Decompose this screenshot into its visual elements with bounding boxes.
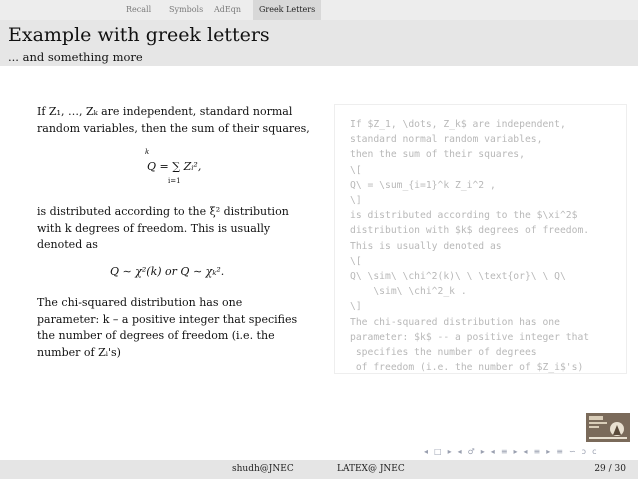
latex-source-code: If $Z_1, \dots, Z_k$ are independent, standard normal random variables, then the sum of their squares, \[ Q\ = \sum_{i=1}^k Z_i^2 , \] is distributed according to the $\xi^2$ distribution with $k$ degrees of freedom. This is usually denoted as \[ Q\ \sim\ \chi^2(k)\ \ \text{or}\ \ Q\ \sim\ \chi^2_k . \] The chi-squared distribution has one parameter: $k$ -- a positive integer that specifies the number of degrees of freedom (i.e. the number of $Z_i$'s) xyxy=(350,119,590,374)
paragraph-2-line-3: denoted as xyxy=(37,238,98,251)
section-icon[interactable]: ≡ xyxy=(500,447,508,456)
next-section-icon[interactable]: ▸ xyxy=(513,447,518,456)
footer-author: shudh@JNEC xyxy=(232,464,294,474)
institution-logo xyxy=(586,413,630,442)
equation-1-upper-limit: k xyxy=(145,148,150,156)
document-icon[interactable]: ≡ xyxy=(533,447,541,456)
paragraph-3-line-2: parameter: k – a positive integer that specifies xyxy=(37,312,298,326)
paragraph-3-line-3: the number of degrees of freedom (i.e. the xyxy=(37,329,275,342)
forward-icon[interactable]: ᴄ xyxy=(592,447,597,456)
slide-footer xyxy=(0,460,638,479)
next-subsection-icon[interactable]: ▸ xyxy=(480,447,485,456)
footer-page-number: 29 / 30 xyxy=(594,464,626,474)
paragraph-3-line-4: number of Zᵢ's) xyxy=(37,345,121,359)
nav-tab-adeqn[interactable]: AdEqn xyxy=(214,5,242,14)
nav-tab-greek-letters[interactable]: Greek Letters xyxy=(253,0,321,20)
slide-subtitle: ... and something more xyxy=(8,50,143,64)
next-frame-icon[interactable]: ▸ xyxy=(447,447,452,456)
rendered-content-column xyxy=(37,104,317,137)
nav-tab-symbols[interactable]: Symbols xyxy=(169,5,204,14)
prev-document-icon[interactable]: ◂ xyxy=(523,447,528,456)
prev-subsection-icon[interactable]: ◂ xyxy=(457,447,462,456)
next-document-icon[interactable]: ▸ xyxy=(546,447,551,456)
equation-1-lower-limit: i=1 xyxy=(168,177,181,185)
prev-frame-icon[interactable]: ◂ xyxy=(424,447,429,456)
section-navigation-bar xyxy=(0,0,638,20)
footer-institute: LATEX@ JNEC xyxy=(337,464,405,474)
prev-section-icon[interactable]: ◂ xyxy=(490,447,495,456)
frame-icon[interactable]: □ xyxy=(434,447,442,456)
paragraph-2 xyxy=(37,204,317,254)
logo-icon xyxy=(586,413,630,442)
paragraph-3-line-1: The chi-squared distribution has one xyxy=(37,296,243,309)
paragraph-1-line-1: If Z₁, …, Zₖ are independent, standard normal xyxy=(37,105,293,118)
subsection-icon[interactable]: ♂ xyxy=(467,447,475,456)
beamer-navigation-symbols xyxy=(424,447,602,459)
equation-1: Q = ∑ Zᵢ², xyxy=(147,160,202,173)
paragraph-1-line-2: random variables, then the sum of their squares, xyxy=(37,121,310,135)
paragraph-3 xyxy=(37,295,317,361)
paragraph-2-line-2: with k degrees of freedom. This is usually xyxy=(37,221,271,235)
paragraph-2-line-1: is distributed according to the ξ² distribution xyxy=(37,205,289,218)
frame-title-block xyxy=(0,20,638,66)
slide-title: Example with greek letters xyxy=(8,24,270,46)
equation-2: Q ∼ χ²(k) or Q ∼ χₖ². xyxy=(110,265,225,278)
search-icon[interactable]: ∽ xyxy=(568,447,576,456)
back-icon[interactable]: ᴐ xyxy=(581,447,587,456)
nav-tab-recall[interactable]: Recall xyxy=(126,5,152,14)
outline-icon[interactable]: ≡ xyxy=(556,447,563,456)
latex-source-panel xyxy=(334,104,627,374)
